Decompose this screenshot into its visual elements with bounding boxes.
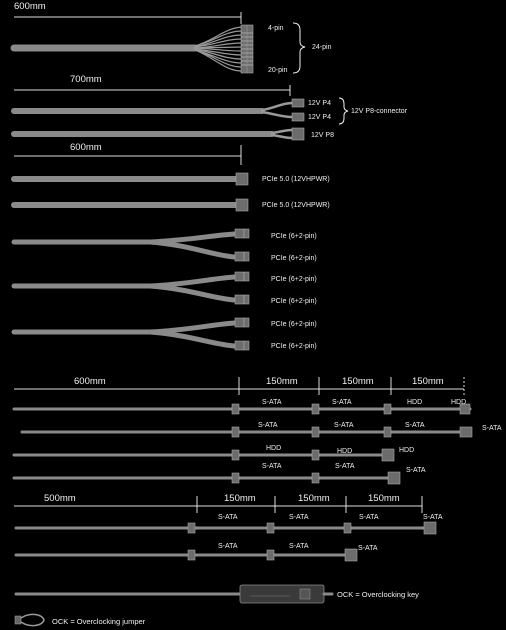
label-p8: 12V P8: [311, 132, 334, 139]
pcie-cables: [14, 142, 330, 350]
atx-connector: [241, 25, 253, 73]
label-r2-end: S-ATA: [482, 425, 502, 432]
cable-pcie62-6: [150, 332, 235, 346]
ock-key-switch: [300, 589, 310, 599]
label-r5-d: S-ATA: [423, 514, 443, 521]
label-r6-a: S-ATA: [218, 543, 238, 550]
cable-pcie62-5: [14, 323, 235, 332]
label-r5-a: S-ATA: [218, 514, 238, 521]
label-r2-a: S-ATA: [258, 422, 278, 429]
label-r3-c: HDD: [399, 447, 415, 454]
label-r6-c: S-ATA: [358, 545, 378, 552]
p4-connector-top: [292, 99, 304, 107]
label-pcie62-5: PCIe (6+2-pin): [271, 321, 317, 328]
dim-150mm-c: 150mm: [412, 376, 444, 387]
cable-split-top: [262, 103, 292, 110]
pcie62-connector-5: [235, 318, 244, 327]
label-pcie62-4: PCIe (6+2-pin): [271, 298, 317, 305]
dim-600mm-atx: 600mm: [14, 1, 46, 12]
label-r6-b: S-ATA: [289, 543, 309, 550]
cable-pcie62-4: [150, 286, 235, 300]
cable-split-bottom: [262, 112, 292, 117]
label-r5-b: S-ATA: [289, 514, 309, 521]
sata-cables-500: [14, 493, 443, 561]
label-p4-a: 12V P4: [308, 100, 331, 107]
ock-jumper: [15, 614, 146, 626]
label-pcie62-3: PCIe (6+2-pin): [271, 276, 317, 283]
label-pcie62-1: PCIe (6+2-pin): [271, 233, 317, 240]
label-r3-a: HDD: [266, 445, 282, 452]
dim-700mm: 700mm: [70, 74, 102, 85]
12vhpwr-connector-b: [236, 199, 248, 211]
dim-150mm-f: 150mm: [368, 493, 400, 504]
label-r1-b: S-ATA: [332, 399, 352, 406]
ock-key: [16, 585, 419, 603]
p4-connector-bottom: [292, 113, 304, 121]
dim-600mm-pcie: 600mm: [70, 142, 102, 153]
cable-pcie62-1: [14, 234, 235, 242]
atx-24pin-cable: [14, 1, 332, 74]
label-4pin: 4-pin: [268, 25, 284, 32]
label-ock-jumper: OCK = Overclocking jumper: [52, 617, 146, 626]
cable-p8-bottom: [272, 135, 292, 138]
label-r4-b: S-ATA: [335, 463, 355, 470]
cable-pcie62-3: [14, 277, 235, 286]
label-ock-key: OCK = Overclocking key: [337, 590, 419, 599]
dim-600mm-sata: 600mm: [74, 376, 106, 387]
eps-cables: [14, 74, 408, 140]
label-r5-c: S-ATA: [359, 514, 379, 521]
cable-p8-top: [272, 130, 292, 133]
label-r1-c: HDD: [407, 399, 423, 406]
label-r1-d: HDD: [451, 399, 467, 406]
12vhpwr-connector-a: [236, 173, 248, 185]
pcie62-connector-6: [235, 341, 244, 350]
brace-p8: [339, 98, 348, 124]
label-20pin: 20-pin: [268, 67, 288, 74]
label-pcie62-2: PCIe (6+2-pin): [271, 255, 317, 262]
dim-150mm-b: 150mm: [342, 376, 374, 387]
brace-24pin: [293, 23, 305, 73]
cable-fanout: [195, 27, 242, 71]
label-r2-b: S-ATA: [334, 422, 354, 429]
label-r4-c: S-ATA: [406, 467, 426, 474]
dim-150mm-d: 150mm: [224, 493, 256, 504]
label-24pin: 24-pin: [312, 44, 332, 51]
jumper-wire-loop: [21, 614, 44, 625]
label-pcie50-b: PCIe 5.0 (12VHPWR): [262, 202, 330, 209]
cable-pcie62-2: [150, 242, 235, 257]
label-r4-a: S-ATA: [262, 463, 282, 470]
dim-500mm: 500mm: [44, 493, 76, 504]
pcie62-connector-4: [235, 295, 244, 304]
label-pcie62-6: PCIe (6+2-pin): [271, 343, 317, 350]
pcie62-connector-1: [235, 229, 244, 238]
label-p4-b: 12V P4: [308, 114, 331, 121]
ock-key-body: [240, 585, 324, 603]
label-p8-connector: 12V P8-connector: [351, 108, 408, 115]
label-r2-c: S-ATA: [405, 422, 425, 429]
dim-150mm-a: 150mm: [266, 376, 298, 387]
label-pcie50-a: PCIe 5.0 (12VHPWR): [262, 176, 330, 183]
dim-150mm-e: 150mm: [298, 493, 330, 504]
p8-connector: [292, 128, 304, 140]
pcie62-connector-3: [235, 272, 244, 281]
label-r1-a: S-ATA: [262, 399, 282, 406]
sata-cables-600: [14, 376, 502, 484]
pcie62-connector-2: [235, 252, 244, 261]
label-r3-b: HDD: [337, 448, 353, 455]
